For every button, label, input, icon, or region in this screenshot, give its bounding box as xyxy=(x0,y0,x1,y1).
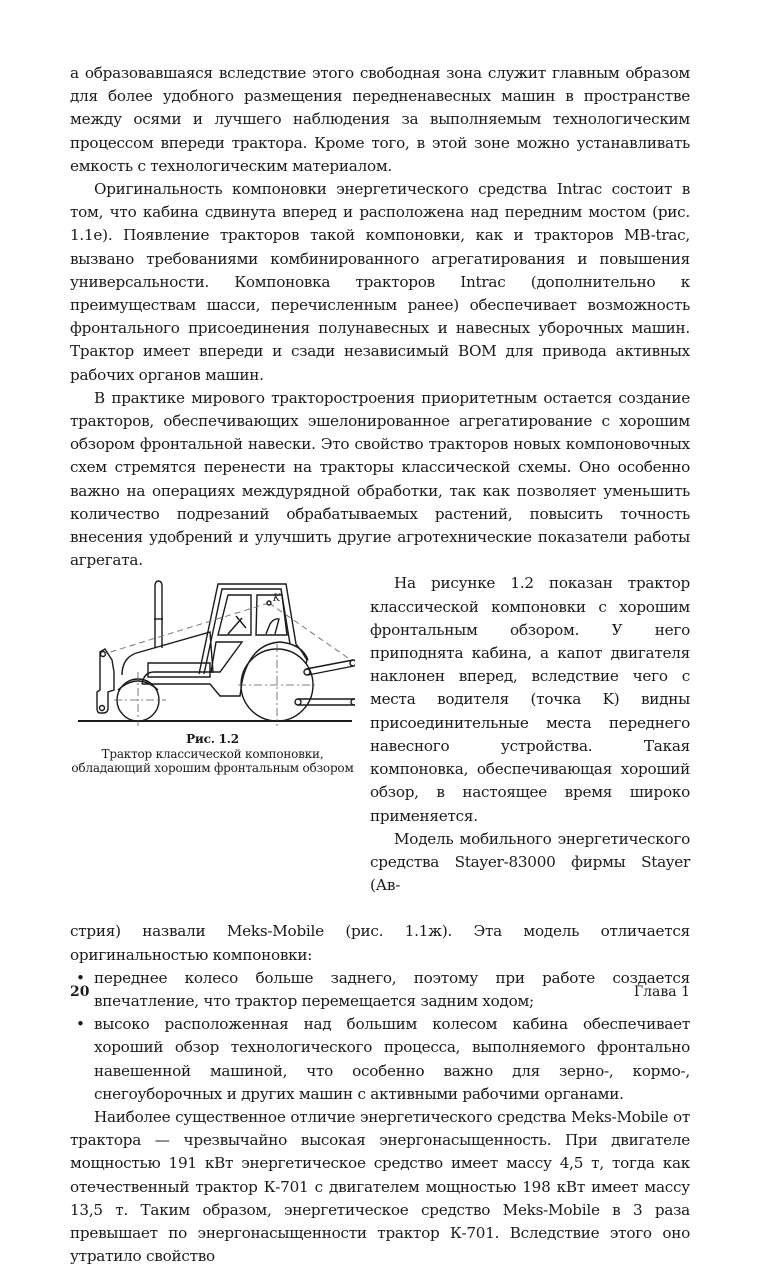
page-body xyxy=(70,62,690,1268)
paragraph-5-start: Модель мобильного энергетического средства Stayer-83000 фирмы Stayer (Ав- xyxy=(370,829,690,895)
paragraph-1: а образовавшаяся вследствие этого свободная зона служит главным образом для более удобного размещения передненавесных машин в пространстве между осями и лучшего наблюдения за выполняемым технологическим процессом впереди трактора. Кроме того, в этой зоне можно устанавливать емкость с технологическим материалом. xyxy=(70,64,690,175)
paragraph-4: На рисунке 1.2 показан трактор классической компоновки с хорошим фронтальным обзором. У него приподнята кабина, а капот двигателя наклонен вперед, вследствие чего с места водителя (точка K) видны присоединительные места переднего навесного устройства. Такая компоновка, обеспечивающая хороший обзор, в настоящее время широко применяется. xyxy=(370,574,690,825)
paragraph-3: В практике мирового тракторостроения приоритетным остается создание тракторов, обеспечивающих эшелонированное агрегатирование с хорошим обзором фронтальной навески. Это свойство тракторов новых компоновочных схем стремятся перенести на тракторы классической схемы. Оно особенно важно на операциях междурядной обработки, так как позволяет уменьшить количество подрезаний обрабатываемых растений, повысить точность внесения удобрений и улучшить другие агротехнические показатели работы агрегата. xyxy=(70,388,690,570)
tractor-drawing-icon xyxy=(70,572,355,730)
figure-caption xyxy=(70,732,355,776)
list-item: • высоко расположенная над большим колесом кабина обеспечивает хороший обзор технологического процесса, выполняемого фронтально навешенной машиной, что особенно важно для зерно-, кормо-, снегоуборочных и других машин с активными рабочими органами. xyxy=(70,1013,690,1106)
figure-caption-text: Трактор классической компоновки, обладающий хорошим фронтальным обзором xyxy=(71,746,354,776)
feature-list xyxy=(70,967,690,1106)
paragraph-2: Оригинальность компоновки энергетического средства Intrac состоит в том, что кабина сдвинута вперед и расположена над передним мостом (рис. 1.1е). Появление тракторов такой компоновки, как и тракторов MB-trac, вызвано требованиями комбинированного агрегатирования и повышения универсальности. Компоновка тракторов Intrac (дополнительно к преимуществам шасси, перечисленным ранее) обеспечивает возможность фронтального присоединения полунавесных и навесных уборочных машин. Трактор имеет впереди и сзади независимый ВОМ для привода активных рабочих органов машин. xyxy=(70,180,690,384)
figure-number: Рис. 1.2 xyxy=(186,732,239,747)
paragraph-5-continued: стрия) назвали Meks-Mobile (рис. 1.1ж). Эта модель отличается оригинальностью компоновки: xyxy=(70,922,690,964)
chapter-label: Глава 1 xyxy=(633,984,690,1000)
svg-text:K: K xyxy=(273,593,281,605)
list-item: • переднее колесо больше заднего, поэтому при работе создается впечатление, что трактор перемещается задним ходом; xyxy=(70,967,690,1013)
paragraph-6: Наиболее существенное отличие энергетического средства Meks-Mobile от трактора — чрезвычайно высокая энергонасыщенность. При двигателе мощностью 191 кВт энергетическое средство имеет массу 4,5 т, тогда как отечественный трактор К-701 с двигателем мощностью 198 кВт имеет массу 13,5 т. Таким образом, энергетическое средство Meks-Mobile в 3 раза превышает по энергонасыщенности трактор К-701. Вследствие этого оно утратило свойство xyxy=(70,1107,690,1266)
figure-1-2 xyxy=(70,572,355,776)
page-number: 20 xyxy=(70,984,90,1000)
